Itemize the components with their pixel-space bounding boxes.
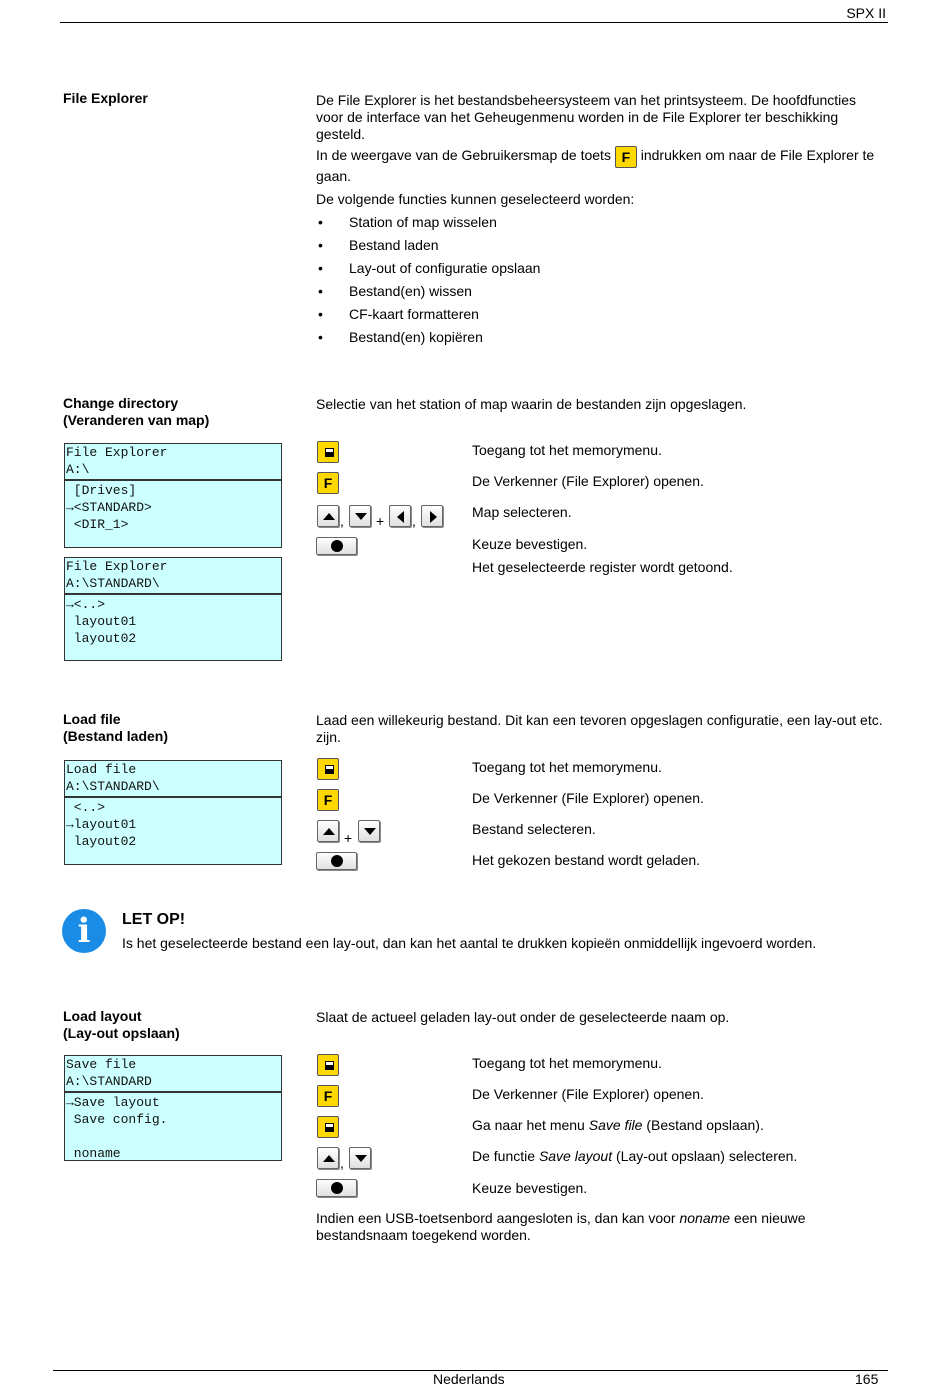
step-description: Bestand selecteren. bbox=[472, 821, 596, 837]
separator-comma: , bbox=[340, 513, 344, 529]
note-title: LET OP! bbox=[122, 911, 186, 928]
bullet-icon: • bbox=[318, 260, 323, 276]
function-label: Lay-out of configuratie opslaan bbox=[349, 260, 541, 276]
memory-key-icon bbox=[317, 758, 339, 780]
bullet-icon: • bbox=[318, 214, 323, 230]
step-description: De Verkenner (File Explorer) openen. bbox=[472, 790, 704, 806]
separator-plus: + bbox=[344, 830, 353, 846]
lcd-body: →Save layout Save config. noname bbox=[66, 1095, 168, 1161]
functions-intro: De volgende functies kunnen geselecteerd worden: bbox=[316, 191, 635, 207]
step-description: Het geselecteerde register wordt getoond. bbox=[472, 559, 733, 575]
f-key-icon: F bbox=[317, 472, 339, 494]
lcd-display-file-explorer-root bbox=[64, 443, 282, 548]
lcd-body: [Drives] →<STANDARD> <DIR_1> bbox=[66, 483, 152, 532]
lcd-header: File Explorer A:\ bbox=[65, 444, 281, 481]
press-text-before: In de weergave van de Gebruikersmap de toets bbox=[316, 147, 611, 163]
lcd-display-save-file bbox=[64, 1055, 282, 1161]
step-description bbox=[472, 1117, 764, 1134]
function-label: Bestand(en) wissen bbox=[349, 283, 472, 299]
info-icon: i bbox=[62, 909, 106, 953]
step-emphasis: Save file bbox=[588, 1117, 643, 1133]
lcd-header: File Explorer A:\STANDARD\ bbox=[65, 558, 281, 595]
usb-emphasis: noname bbox=[679, 1210, 731, 1226]
list-item bbox=[316, 212, 540, 235]
header-divider bbox=[60, 22, 888, 23]
bullet-icon: • bbox=[318, 283, 323, 299]
usb-text: Indien een USB-toetsenbord aangesloten is, dan kan voor bbox=[316, 1210, 680, 1226]
list-item bbox=[316, 281, 540, 304]
change-directory-description: Selectie van het station of map waarin de bestanden zijn opgeslagen. bbox=[316, 396, 747, 412]
file-explorer-press-instruction bbox=[316, 146, 886, 185]
lcd-header: Load file A:\STANDARD\ bbox=[65, 761, 281, 798]
footer-language: Nederlands bbox=[433, 1371, 505, 1387]
arrow-up-key-icon bbox=[317, 505, 339, 527]
load-layout-description: Slaat de actueel geladen lay-out onder de geselecteerde naam op. bbox=[316, 1009, 730, 1025]
usb-keyboard-note bbox=[316, 1210, 886, 1244]
step-description: Keuze bevestigen. bbox=[472, 536, 588, 552]
arrow-up-key-icon bbox=[317, 820, 339, 842]
memory-key-icon bbox=[317, 441, 339, 463]
title-line: Load layout bbox=[63, 1008, 142, 1024]
separator-comma: , bbox=[412, 513, 416, 529]
function-label: Bestand laden bbox=[349, 237, 439, 253]
header-title: SPX II bbox=[846, 5, 886, 21]
section-title-load-layout bbox=[63, 1008, 180, 1042]
f-key-icon: F bbox=[317, 789, 339, 811]
step-description: De Verkenner (File Explorer) openen. bbox=[472, 1086, 704, 1102]
step-emphasis: Save layout bbox=[538, 1148, 613, 1164]
lcd-display-file-explorer-standard bbox=[64, 557, 282, 661]
functions-list bbox=[316, 212, 540, 350]
bullet-icon: • bbox=[318, 237, 323, 253]
memory-key-icon bbox=[317, 1116, 339, 1138]
bullet-icon: • bbox=[318, 329, 323, 345]
step-text: Ga naar het menu bbox=[472, 1117, 589, 1133]
step-description: Keuze bevestigen. bbox=[472, 1180, 588, 1196]
file-explorer-intro: De File Explorer is het bestandsbeheersysteem van het printsysteem. De hoofdfuncties voor de interface van het Geheugenmenu worden in de File Explorer ter beschikking gesteld. bbox=[316, 92, 857, 142]
arrow-down-key-icon bbox=[349, 1147, 371, 1169]
section-title-load-file bbox=[63, 711, 168, 745]
separator-plus: + bbox=[376, 513, 385, 529]
function-label: CF-kaart formatteren bbox=[349, 306, 479, 322]
enter-key-icon bbox=[316, 1179, 357, 1197]
load-file-description: Laad een willekeurig bestand. Dit kan een tevoren opgeslagen configuratie, een lay-out etc. zijn. bbox=[316, 712, 883, 745]
step-description: Toegang tot het memorymenu. bbox=[472, 442, 662, 458]
note-text: Is het geselecteerde bestand een lay-out, dan kan het aantal te drukken kopieën onmiddellijk ingevoerd worden. bbox=[122, 935, 817, 951]
memory-key-icon bbox=[317, 1054, 339, 1076]
step-text: (Lay-out opslaan) selecteren. bbox=[612, 1148, 798, 1164]
step-description: Map selecteren. bbox=[472, 504, 572, 520]
bullet-icon: • bbox=[318, 306, 323, 322]
arrow-right-key-icon bbox=[421, 505, 443, 527]
lcd-body: <..> →layout01 layout02 bbox=[66, 800, 137, 849]
f-key-icon: F bbox=[317, 1085, 339, 1107]
footer-page-number: 165 bbox=[855, 1371, 879, 1387]
step-description bbox=[472, 1148, 797, 1165]
function-label: Station of map wisselen bbox=[349, 214, 497, 230]
step-text: De functie bbox=[472, 1148, 539, 1164]
list-item bbox=[316, 304, 540, 327]
enter-key-icon bbox=[316, 852, 357, 870]
lcd-header: Save file A:\STANDARD bbox=[65, 1056, 281, 1093]
arrow-down-key-icon bbox=[358, 820, 380, 842]
step-description: Toegang tot het memorymenu. bbox=[472, 759, 662, 775]
usb-text: een nieuwe bestandsnaam toegekend worden. bbox=[316, 1210, 806, 1243]
list-item bbox=[316, 258, 540, 281]
step-text: (Bestand opslaan). bbox=[642, 1117, 764, 1133]
function-label: Bestand(en) kopiëren bbox=[349, 329, 483, 345]
arrow-left-key-icon bbox=[389, 505, 411, 527]
subtitle-line: (Bestand laden) bbox=[63, 728, 169, 744]
title-line: Change directory bbox=[63, 395, 179, 411]
arrow-up-key-icon bbox=[317, 1147, 339, 1169]
step-description: De Verkenner (File Explorer) openen. bbox=[472, 473, 704, 489]
f-key-icon: F bbox=[615, 146, 637, 168]
lcd-display-load-file bbox=[64, 760, 282, 865]
enter-key-icon bbox=[316, 537, 357, 555]
step-description: Het gekozen bestand wordt geladen. bbox=[472, 852, 701, 868]
arrow-down-key-icon bbox=[349, 505, 371, 527]
list-item bbox=[316, 235, 540, 258]
step-description: Toegang tot het memorymenu. bbox=[472, 1055, 662, 1071]
section-title-change-directory bbox=[63, 395, 209, 429]
section-title-file-explorer: File Explorer bbox=[63, 90, 148, 106]
separator-comma: , bbox=[340, 1155, 344, 1171]
subtitle-line: (Lay-out opslaan) bbox=[63, 1025, 180, 1041]
subtitle-line: (Veranderen van map) bbox=[63, 412, 210, 428]
press-text-after: indrukken om naar de File Explorer te gaan. bbox=[316, 147, 875, 184]
lcd-body: →<..> layout01 layout02 bbox=[66, 597, 137, 646]
list-item bbox=[316, 327, 540, 350]
title-line: Load file bbox=[63, 711, 121, 727]
